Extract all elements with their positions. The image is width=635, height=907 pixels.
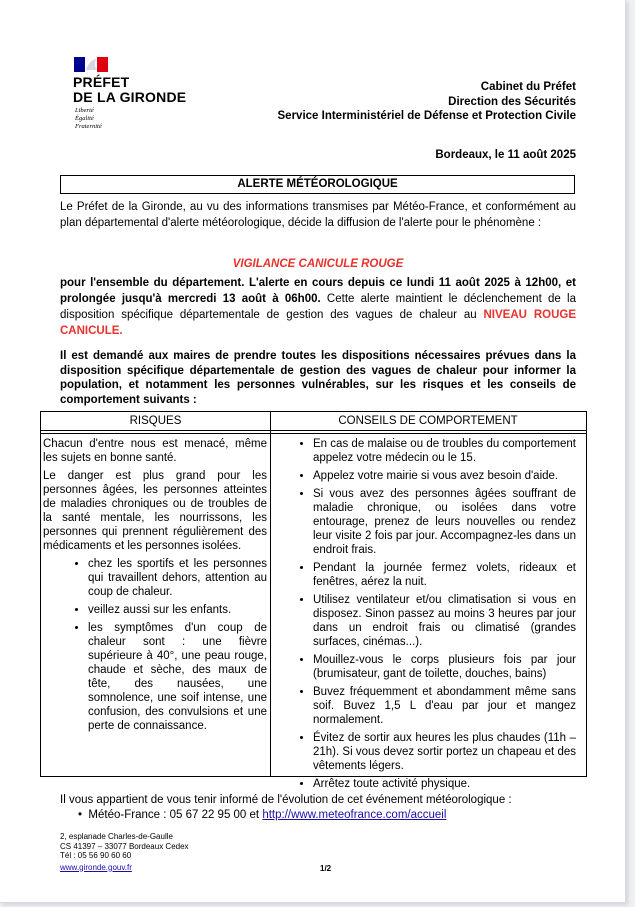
list-item: • Pendant la journée fermez volets, rideaux et fenêtres, aérez la nuit. <box>313 561 576 589</box>
prefecture-address: 2, esplanade Charles-de-Gaulle CS 41397 – 33077 Bordeaux Cedex Tél : 05 56 90 60 60 www.gironde.gouv.fr <box>60 832 189 872</box>
bullet-icon: • <box>78 809 89 821</box>
risques-list <box>43 557 267 733</box>
republic-motto: Liberté Égalité Fraternité <box>75 107 102 130</box>
alert-period-paragraph <box>60 275 576 339</box>
website-link[interactable]: www.gironde.gouv.fr <box>60 862 132 872</box>
header-service: Service Interministériel de Défense et Protection Civile <box>277 110 576 122</box>
meteo-line <box>60 808 512 823</box>
header-direction: Direction des Sécurités <box>448 96 576 108</box>
intro-paragraph: Le Préfet de la Gironde, au vu des informations transmises par Météo-France, et conformément au plan départemental d'alerte météorologique, décide la diffusion de l'alerte pour le phénomène : <box>60 201 576 229</box>
meteo-link[interactable]: http://www.meteofrance.com/accueil <box>262 809 447 821</box>
document-date: Bordeaux, le 11 août 2025 <box>435 149 576 161</box>
alert-period-bold: pour l'ensemble du département. L'alerte en cours depuis ce lundi 11 août 2025 à 12h00, et prolongée jusqu'à mercredi 13 août à 06h00. <box>60 277 576 305</box>
prefet-logo-title: PRÉFET DE LA GIRONDE <box>73 74 187 105</box>
conseils-list <box>297 437 576 791</box>
risks-advice-table <box>40 411 587 790</box>
alert-period-text: Cette alerte maintient le déclenchement de la disposition spécifique départementale de gestion des vagues de chaleur au <box>60 293 576 321</box>
meteo-phone: Météo-France : 05 67 22 95 00 et <box>88 809 263 821</box>
list-item: • Évitez de sortir aux heures les plus chaudes (11h – 21h). Si vous devez sortir portez un chapeau et des vêtements légers. <box>313 731 576 773</box>
table-header-risques: RISQUES <box>129 415 182 427</box>
footer-info-text: Il vous appartient de vous tenir informé de l'évolution de cet événement météorologique : <box>60 794 512 806</box>
page-number: 1/2 <box>320 864 332 873</box>
list-item: • veillez aussi sur les enfants. <box>88 603 267 617</box>
list-item: • les symptômes d'un coup de chaleur sont : une fièvre supérieure à 40°, une peau rouge, chaude et sèche, des maux de tête, des nausées, une somnolence, une soif intense, une confusion, des convulsions et une perte de connaissance. <box>88 621 267 733</box>
list-item: • Appelez votre mairie si vous avez besoin d'aide. <box>313 469 576 483</box>
mayors-instruction: Il est demandé aux maires de prendre toutes les dispositions nécessaires prévues dans la disposition spécifique départementale de gestion des vagues de chaleur pour informer la population, et notamment les personnes vulnérables, sur les risques et les conseils de comportement suivants : <box>60 350 576 406</box>
alert-title: ALERTE MÉTÉOROLOGIQUE <box>60 175 575 194</box>
risques-paragraph: Le danger est plus grand pour les personnes âgées, les personnes atteintes de maladies chroniques ou de troubles de la santé mentale, les nourrissons, les personnes qui prennent régulièrement des médicaments et les personnes isolées. <box>43 470 267 552</box>
marianne-flag-logo <box>74 57 108 72</box>
alert-level-red: NIVEAU ROUGE CANICULE. <box>60 309 576 337</box>
risques-column <box>43 437 267 737</box>
risques-paragraph: Chacun d'entre nous est menacé, même les sujets en bonne santé. <box>43 438 267 464</box>
vigilance-level: VIGILANCE CANICULE ROUGE <box>232 258 404 270</box>
list-item: • Si vous avez des personnes âgées souffrant de maladie chronique, ou isolées dans votre entourage, prenez de leurs nouvelles ou rendez leur visite 2 fois par jour. Accompagnez-les dans un endroit frais. <box>313 487 576 557</box>
conseils-column <box>297 437 576 795</box>
list-item: • Mouillez-vous le corps plusieurs fois par jour (brumisateur, gant de toilette, douches, bains) <box>313 653 576 681</box>
list-item: • Buvez fréquemment et abondamment même sans soif. Buvez 1,5 L d'eau par jour et mangez normalement. <box>313 685 576 727</box>
list-item: • Arrêtez toute activité physique. <box>313 777 576 791</box>
list-item: • En cas de malaise ou de troubles du comportement appelez votre médecin ou le 15. <box>313 437 576 465</box>
footer-info <box>60 793 512 823</box>
list-item: • chez les sportifs et les personnes qui travaillent dehors, attention au coup de chaleur. <box>88 557 267 599</box>
header-cabinet: Cabinet du Préfet <box>480 81 576 93</box>
table-header-conseils: CONSEILS DE COMPORTEMENT <box>338 415 518 427</box>
list-item: • Utilisez ventilateur et/ou climatisation si vous en disposez. Sinon passez au moins 3 heures par jour dans un endroit frais ou climatisé (grandes surfaces, cinémas...). <box>313 593 576 649</box>
